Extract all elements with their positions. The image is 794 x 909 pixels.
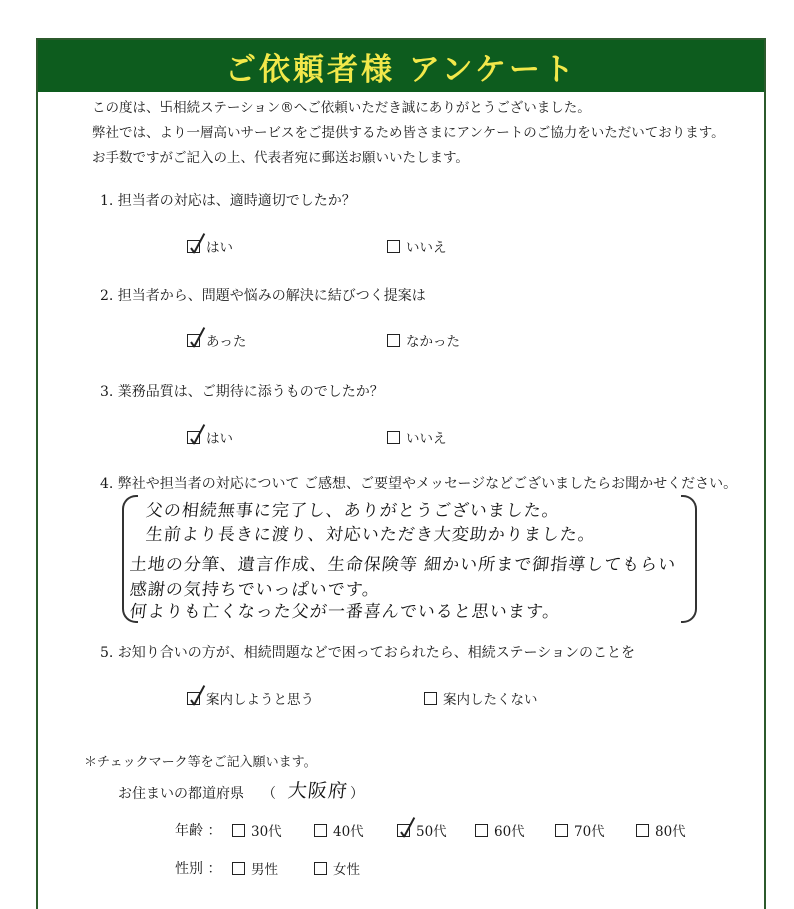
option-label: 男性 — [251, 862, 278, 878]
q5-option-no[interactable] — [424, 688, 538, 708]
option-label: 40代 — [333, 824, 364, 840]
age-option-70[interactable] — [555, 820, 605, 840]
age-label: 年齢 ： — [175, 823, 222, 839]
age-option-50[interactable] — [397, 820, 447, 840]
option-label: 案内したくない — [443, 692, 538, 708]
checkbox[interactable] — [314, 824, 327, 837]
title-banner — [38, 40, 764, 92]
age-option-60[interactable] — [475, 820, 525, 840]
question-1: 1. 担当者の対応は、適時適切でしたか？ — [100, 193, 356, 209]
checkbox-checked[interactable] — [187, 431, 200, 444]
q3-option-no[interactable] — [387, 427, 447, 447]
checkbox-checked[interactable] — [397, 824, 410, 837]
checkbox[interactable] — [475, 824, 488, 837]
question-2: 2. 担当者から、問題や悩みの解決に結びつく提案は — [100, 288, 426, 304]
q2-option-no[interactable] — [387, 330, 460, 350]
checkbox[interactable] — [387, 240, 400, 253]
checkbox[interactable] — [555, 824, 568, 837]
option-label: いいえ — [406, 240, 447, 256]
checkbox[interactable] — [424, 692, 437, 705]
option-label: はい — [206, 431, 233, 447]
answer-line-4: 感謝の気持ちでいっぱいです。 — [128, 580, 382, 600]
prefecture-label: お住まいの都道府県 — [118, 786, 244, 802]
checkbox[interactable] — [636, 824, 649, 837]
option-label: 60代 — [494, 824, 525, 840]
q1-option-no[interactable] — [387, 236, 447, 256]
option-label: 女性 — [333, 862, 360, 878]
option-label: あった — [206, 334, 247, 350]
age-option-30[interactable] — [232, 820, 282, 840]
option-label: いいえ — [406, 431, 447, 447]
intro-line-2: 弊社では、より一層高いサービスをご提供するため皆さまにアンケートのご協力をいただいております。 — [92, 125, 725, 141]
option-label: はい — [206, 240, 233, 256]
gender-label: 性別 ： — [175, 861, 222, 877]
checkbox-checked[interactable] — [187, 692, 200, 705]
page-title: ご依頼者様 アンケート — [225, 51, 577, 88]
answer-line-2: 生前より長きに渡り、対応いただき大変助かりました。 — [144, 525, 597, 545]
checkbox-checked[interactable] — [187, 240, 200, 253]
checkbox[interactable] — [387, 431, 400, 444]
checkmark-note: ＊チェックマーク等をご記入願います。 — [84, 755, 317, 770]
question-5: 5. お知り合いの方が、相続問題などで困っておられたら、相続ステーションのことを — [100, 645, 635, 661]
gender-option-male[interactable] — [232, 858, 278, 878]
question-3: 3. 業務品質は、ご期待に添うものでしたか？ — [100, 384, 384, 400]
option-label: なかった — [406, 334, 460, 350]
intro-line-1: この度は、࿕相続ステーション®へご依頼いただき誠にありがとうございました。 — [92, 100, 591, 116]
intro-line-3: お手数ですがご記入の上、代表者宛に郵送お願いいたします。 — [92, 150, 469, 166]
checkbox[interactable] — [232, 824, 245, 837]
option-label: 30代 — [251, 824, 282, 840]
checkbox[interactable] — [232, 862, 245, 875]
gender-option-female[interactable] — [314, 858, 360, 878]
prefecture-open-paren: （ — [262, 786, 276, 802]
checkbox[interactable] — [387, 334, 400, 347]
option-label: 70代 — [574, 824, 605, 840]
answer-line-3: 土地の分筆、遺言作成、生命保険等 細かい所まで御指導してもらい — [128, 555, 678, 575]
option-label: 80代 — [655, 824, 686, 840]
answer-bracket-right — [681, 495, 697, 623]
age-option-80[interactable] — [636, 820, 686, 840]
question-4: 4. 弊社や担当者の対応について ご感想、ご要望やメッセージなどございましたらお聞かせください。 — [100, 476, 738, 492]
q2-option-yes[interactable] — [187, 330, 246, 350]
option-label: 案内しようと思う — [206, 692, 314, 708]
checkbox[interactable] — [314, 862, 327, 875]
prefecture-value[interactable]: 大阪府 — [286, 780, 350, 802]
q3-option-yes[interactable] — [187, 427, 233, 447]
q1-option-yes[interactable] — [187, 236, 233, 256]
answer-line-1: 父の相続無事に完了し、ありがとうございました。 — [144, 501, 561, 521]
q5-option-yes[interactable] — [187, 688, 314, 708]
answer-line-5: 何よりも亡くなった父が一番喜んでいると思います。 — [128, 602, 562, 622]
prefecture-close-paren: ） — [350, 786, 364, 802]
option-label: 50代 — [416, 824, 447, 840]
checkbox-checked[interactable] — [187, 334, 200, 347]
age-option-40[interactable] — [314, 820, 364, 840]
